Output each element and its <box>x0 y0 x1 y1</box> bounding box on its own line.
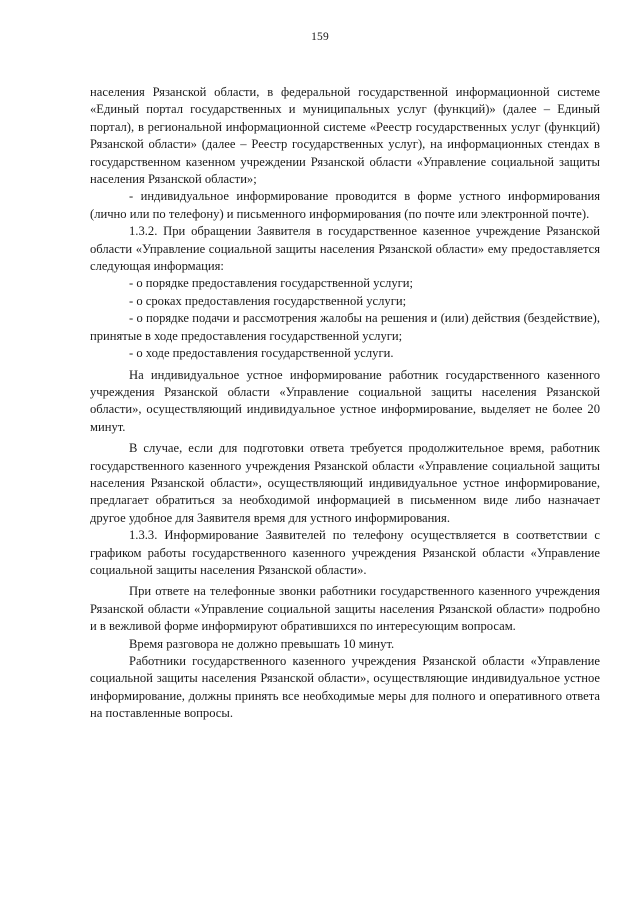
paragraph-workers-measures: Работники государственного казенного учреждения Рязанской области «Управление социальной защиты населения Рязанской области», осуществляющие индивидуальное устное информирование, должны принять все необходимые меры для полного и оперативного ответа на поставленные вопросы. <box>90 654 600 721</box>
paragraph-1-3-2: 1.3.2. При обращении Заявителя в государственное казенное учреждение Рязанской области «Управление социальной защиты населения Рязанской области» ему предоставляется следующая информация: <box>90 224 600 274</box>
list-item-procedure: - о порядке предоставления государственной услуги; <box>129 276 414 291</box>
paragraph-individual-informing: - индивидуальное информирование проводится в форме устного информирования (лично или по телефону) и письменного информирования (по почте или электронной почте). <box>90 189 600 221</box>
paragraph-long-preparation: В случае, если для подготовки ответа требуется продолжительное время, работник государственного казенного учреждения Рязанской области «Управление социальной защиты населения Рязанской области», осуществляющий индивидуальное устное информирование, предлагает обратиться за необходимой информацией в письменном виде либо назначает другое удобное для Заявителя время для устного информирования. <box>90 441 600 525</box>
paragraph-phone-calls: При ответе на телефонные звонки работники государственного казенного учреждения Рязанской области «Управление социальной защиты населения Рязанской области» подробно и в вежливой форме информируют обратившихся по интересующим вопросам. <box>90 584 600 634</box>
page-number: 159 <box>311 31 329 43</box>
document-body <box>90 84 600 723</box>
paragraph-oral-informing-time: На индивидуальное устное информирование работник государственного казенного учреждения Рязанской области «Управление социальной защиты населения Рязанской области», осуществляющий индивидуальное устное информирование, выделяет не более 20 минут. <box>90 367 600 434</box>
paragraph-call-duration: Время разговора не должно превышать 10 минут. <box>129 636 395 651</box>
paragraph-continued-intro: населения Рязанской области, в федеральной государственной информационной системе «Единый портал государственных и муниципальных услуг (функций)» (далее – Единый портал), в региональной информационной системе «Реестр государственных услуг (функций) Рязанской области» (далее – Реестр государственных услуг), на информационных стендах в государственном казенном учреждении Рязанской области «Управление социальной защиты населения Рязанской области»; <box>90 85 600 187</box>
list-item-complaints: - о порядке подачи и рассмотрения жалобы на решения и (или) действия (бездействие), принятые в ходе предоставления государственной услуги; <box>90 311 600 343</box>
list-item-progress: - о ходе предоставления государственной услуги. <box>129 346 394 361</box>
list-item-terms: - о сроках предоставления государственной услуги; <box>129 293 407 308</box>
paragraph-1-3-3: 1.3.3. Информирование Заявителей по телефону осуществляется в соответствии с графиком работы государственного казенного учреждения Рязанской области «Управление социальной защиты населения Рязанской области». <box>90 528 600 577</box>
